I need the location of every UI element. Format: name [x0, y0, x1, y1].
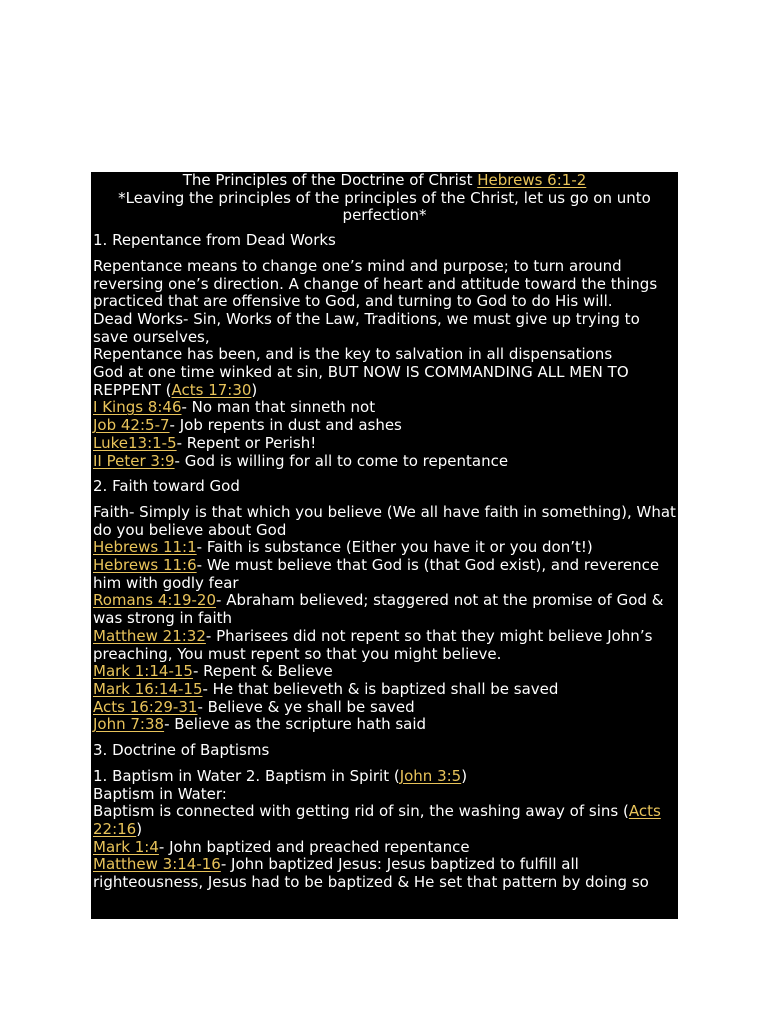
repentance-intro: Repentance means to change one’s mind and purpose; to turn around reversing one’s direction. A change of heart and attitude toward the things practiced that are offensive to God, and turning to God to do His will. [93, 256, 658, 311]
scripture-link[interactable]: Matthew 3:14-16 [93, 855, 221, 874]
reference-line: II Peter 3:9- God is willing for all to come to repentance [93, 451, 509, 470]
scripture-link[interactable]: Hebrews 11:1 [93, 538, 197, 557]
reference-line: Job 42:5-7- Job repents in dust and ashes [93, 416, 402, 435]
scripture-link[interactable]: Luke13:1-5 [93, 433, 177, 452]
title-block [93, 172, 676, 225]
scripture-link[interactable]: Acts 17:30 [171, 380, 252, 399]
repentance-key-text: Repentance has been, and is the key to salvation in all dispensations [93, 345, 613, 364]
reference-line: Hebrews 11:1- Faith is substance (Either you have it or you don’t!) [93, 538, 593, 557]
water-baptism-label: Baptism in Water: [93, 784, 227, 803]
section-heading-faith: 2. Faith toward God [93, 477, 240, 496]
command-line: God at one time winked at sin, BUT NOW IS COMMANDING ALL MEN TO REPPENT (Acts 17:30) [93, 363, 629, 399]
reference-line: Matthew 21:32- Pharisees did not repent so that they might believe John’s preaching, You must repent so that you might believe. [93, 626, 653, 663]
dead-works-text: Dead Works- Sin, Works of the Law, Traditions, we must give up trying to save ourselves, [93, 309, 640, 346]
scripture-link[interactable]: Acts 16:29-31 [93, 697, 198, 716]
baptism-types-line: 1. Baptism in Water 2. Baptism in Spirit (John 3:5) [93, 766, 468, 785]
scripture-link[interactable]: II Peter 3:9 [93, 451, 175, 470]
section-body-repentance [93, 258, 676, 470]
reference-line: I Kings 8:46- No man that sinneth not [93, 398, 376, 417]
faith-intro: Faith- Simply is that which you believe (We all have faith in something), What do you believe about God [93, 502, 676, 539]
section-heading-repentance: 1. Repentance from Dead Works [93, 231, 336, 250]
reference-line: Acts 16:29-31- Believe & ye shall be saved [93, 697, 415, 716]
scripture-link[interactable]: Hebrews 11:6 [93, 556, 197, 575]
document-sheet [91, 172, 678, 919]
reference-line: Mark 1:14-15- Repent & Believe [93, 662, 333, 681]
scripture-link[interactable]: I Kings 8:46 [93, 398, 182, 417]
document-subtitle: *Leaving the principles of the principles of the Christ, let us go on unto perfection* [118, 188, 651, 225]
scripture-link[interactable]: Matthew 21:32 [93, 626, 206, 645]
reference-line: Mark 1:4- John baptized and preached repentance [93, 837, 470, 856]
scripture-link[interactable]: Job 42:5-7 [93, 416, 170, 435]
scripture-link[interactable]: Mark 16:14-15 [93, 679, 203, 698]
scripture-link[interactable]: Acts 22:16 [93, 802, 661, 838]
reference-line: Hebrews 11:6- We must believe that God is (that God exist), and reverence him with godly fear [93, 556, 660, 592]
section-heading-baptisms: 3. Doctrine of Baptisms [93, 741, 270, 760]
reference-line: Mark 16:14-15- He that believeth & is baptized shall be saved [93, 679, 559, 698]
section-body-baptisms [93, 768, 676, 892]
reference-line: John 7:38- Believe as the scripture hath said [93, 715, 427, 734]
reference-line: Romans 4:19-20- Abraham believed; staggered not at the promise of God & was strong in faith [93, 591, 664, 628]
scripture-link[interactable]: John 7:38 [93, 715, 165, 734]
scripture-link[interactable]: Mark 1:14-15 [93, 662, 193, 681]
scripture-link[interactable]: John 3:5 [399, 766, 462, 785]
document-title: The Principles of the Doctrine of Christ Hebrews 6:1-2 [182, 172, 587, 189]
section-body-faith [93, 504, 676, 734]
title-scripture-link[interactable]: Hebrews 6:1-2 [477, 172, 587, 189]
reference-line: Luke13:1-5- Repent or Perish! [93, 433, 317, 452]
scripture-link[interactable]: Mark 1:4 [93, 837, 159, 856]
scripture-link[interactable]: Romans 4:19-20 [93, 591, 217, 610]
water-baptism-text: Baptism is connected with getting rid of sin, the washing away of sins (Acts 22:16) [93, 802, 661, 838]
reference-line: Matthew 3:14-16- John baptized Jesus: Jesus baptized to fulfill all righteousness, Jesus had to be baptized & He set that pattern by doing so [93, 855, 649, 892]
